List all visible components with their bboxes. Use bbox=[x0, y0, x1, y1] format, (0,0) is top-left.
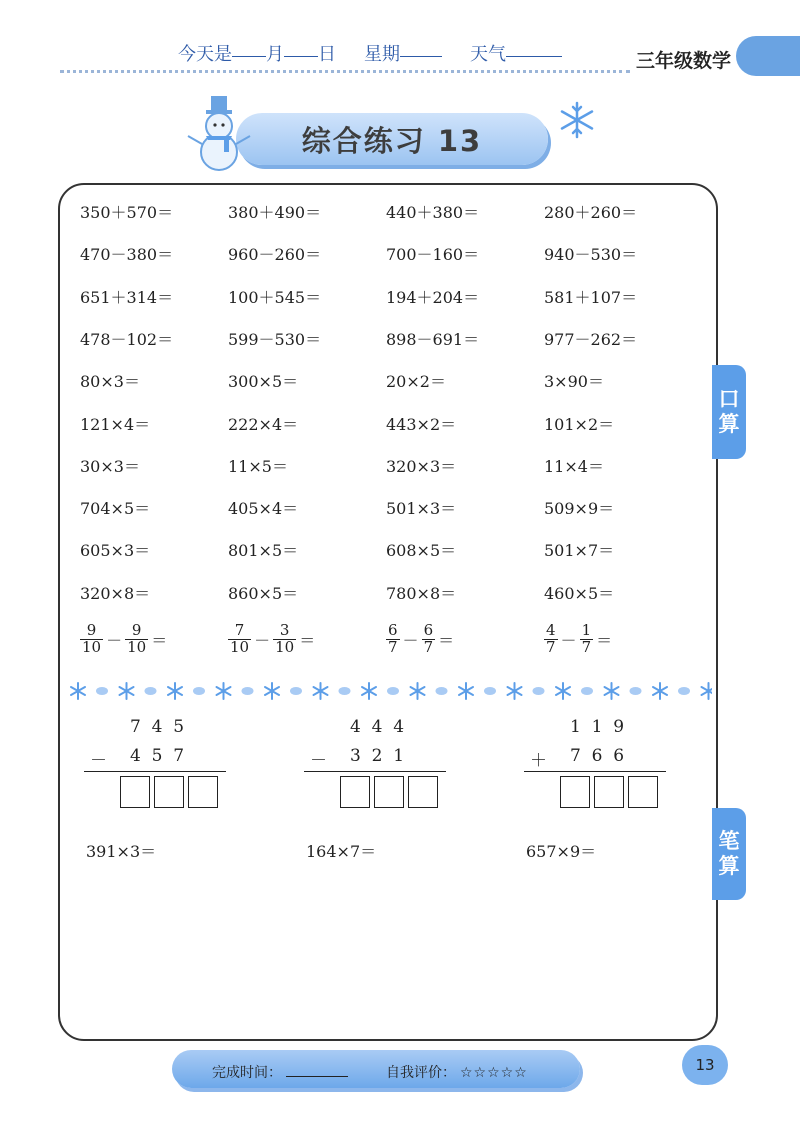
answer-box[interactable] bbox=[120, 776, 150, 808]
equals-sign: ＝ bbox=[151, 630, 168, 650]
vertical-rule bbox=[524, 771, 666, 772]
vertical-top-number: 1 1 9 bbox=[570, 717, 625, 737]
operator: － bbox=[560, 630, 577, 650]
oral-problem: 440＋380＝ bbox=[386, 203, 480, 222]
snowman-icon bbox=[184, 92, 254, 172]
denominator: 7 bbox=[423, 637, 434, 656]
numerator: 6 bbox=[423, 621, 434, 639]
oral-problem: 478－102＝ bbox=[80, 329, 174, 349]
written-problem: 391×3＝ bbox=[86, 842, 157, 861]
vertical-top-number: 4 4 4 bbox=[350, 717, 405, 737]
oral-problem: 960－260＝ bbox=[228, 245, 322, 265]
oral-problem: 460×5＝ bbox=[544, 583, 615, 603]
oral-problem: 194＋204＝ bbox=[386, 287, 480, 307]
fraction bbox=[125, 623, 148, 656]
answer-box[interactable] bbox=[594, 776, 624, 808]
oral-problem: 940－530＝ bbox=[544, 245, 638, 265]
equals-sign: ＝ bbox=[438, 630, 455, 650]
answer-box[interactable] bbox=[374, 776, 404, 808]
tab-oral-calculation bbox=[712, 365, 746, 459]
answer-box[interactable] bbox=[408, 776, 438, 808]
oral-problem: 509×9＝ bbox=[544, 499, 615, 519]
date-weather-line bbox=[178, 40, 562, 66]
oral-problem: 898－691＝ bbox=[386, 329, 480, 349]
oral-problem: 320×8＝ bbox=[80, 583, 151, 603]
denominator: 7 bbox=[546, 637, 556, 656]
written-problem: 164×7＝ bbox=[306, 842, 377, 861]
answer-box[interactable] bbox=[628, 776, 658, 808]
equals-sign: ＝ bbox=[596, 630, 613, 650]
grade-label: 三年级数学 bbox=[636, 50, 732, 72]
vertical-bottom-number: 3 2 1 bbox=[350, 746, 405, 766]
fraction bbox=[386, 623, 400, 656]
vertical-operator: － bbox=[90, 751, 107, 771]
today-label: 今天是 bbox=[178, 44, 232, 65]
oral-problem: 977－262＝ bbox=[544, 329, 638, 349]
tab-written-calculation bbox=[712, 808, 746, 900]
weekday-blank[interactable] bbox=[400, 40, 442, 57]
oral-problem: 300×5＝ bbox=[228, 372, 299, 392]
denominator: 10 bbox=[230, 637, 250, 656]
oral-problem: 700－160＝ bbox=[386, 245, 480, 265]
day-blank[interactable] bbox=[284, 40, 318, 57]
written-problem: 657×9＝ bbox=[526, 842, 597, 861]
rating-stars[interactable]: ☆☆☆☆☆ bbox=[460, 1065, 528, 1081]
denominator: 10 bbox=[275, 637, 295, 656]
page-title: 综合练习 13 bbox=[301, 123, 483, 158]
operator: － bbox=[254, 630, 271, 650]
page-number: 13 bbox=[682, 1045, 728, 1085]
answer-box[interactable] bbox=[340, 776, 370, 808]
vertical-bottom-number: 4 5 7 bbox=[130, 746, 185, 766]
vertical-operator: － bbox=[310, 751, 327, 771]
denominator: 7 bbox=[581, 637, 592, 656]
weather-blank[interactable] bbox=[506, 40, 562, 57]
oral-problem: 780×8＝ bbox=[386, 583, 457, 603]
numerator: 1 bbox=[581, 621, 592, 639]
fraction bbox=[580, 623, 594, 656]
weekday-label: 星期 bbox=[364, 44, 400, 65]
oral-problem: 470－380＝ bbox=[80, 245, 174, 265]
oral-problem: 501×3＝ bbox=[386, 499, 457, 519]
answer-box[interactable] bbox=[154, 776, 184, 808]
tab-char: 笔 bbox=[718, 829, 740, 853]
fraction bbox=[80, 623, 103, 656]
oral-problem: 581＋107＝ bbox=[544, 287, 638, 307]
oral-problem: 121×4＝ bbox=[80, 414, 151, 434]
oral-problem: 443×2＝ bbox=[386, 414, 457, 434]
snowflake-divider bbox=[66, 680, 712, 702]
oral-problem: 101×2＝ bbox=[544, 414, 615, 434]
fraction-problem bbox=[228, 623, 318, 656]
oral-problem: 11×4＝ bbox=[544, 456, 604, 476]
oral-problem: 380＋490＝ bbox=[228, 203, 322, 222]
oral-problem: 350＋570＝ bbox=[80, 203, 174, 222]
oral-problem: 320×3＝ bbox=[386, 456, 457, 476]
fraction bbox=[228, 623, 251, 656]
oral-problem: 80×3＝ bbox=[80, 372, 140, 392]
numerator: 9 bbox=[131, 621, 142, 639]
exercise-panel bbox=[58, 183, 718, 1041]
oral-problem: 3×90＝ bbox=[544, 372, 604, 392]
fraction bbox=[273, 623, 296, 656]
oral-problem: 608×5＝ bbox=[386, 541, 457, 561]
equals-sign: ＝ bbox=[299, 630, 316, 650]
oral-problem: 801×5＝ bbox=[228, 541, 299, 561]
oral-problem: 30×3＝ bbox=[80, 456, 140, 476]
oral-problem: 651＋314＝ bbox=[80, 287, 174, 307]
oral-problem: 605×3＝ bbox=[80, 541, 151, 561]
numerator: 4 bbox=[546, 621, 556, 639]
header-dotted-rule bbox=[60, 70, 630, 73]
grade-tab bbox=[736, 36, 800, 76]
numerator: 9 bbox=[86, 621, 97, 639]
self-evaluation bbox=[386, 1062, 528, 1082]
snowflake-icon bbox=[557, 100, 597, 140]
numerator: 6 bbox=[388, 621, 398, 639]
vertical-rule bbox=[84, 771, 226, 772]
operator: － bbox=[402, 630, 419, 650]
vertical-top-number: 7 4 5 bbox=[130, 717, 185, 737]
month-label: 月 bbox=[266, 44, 284, 65]
tab-char: 口 bbox=[718, 387, 740, 411]
weather-label: 天气 bbox=[470, 44, 506, 65]
denominator: 7 bbox=[388, 637, 398, 656]
vertical-operator: ＋ bbox=[530, 751, 547, 771]
oral-problem: 501×7＝ bbox=[544, 541, 615, 561]
vertical-bottom-number: 7 6 6 bbox=[570, 746, 625, 766]
footer-bar bbox=[172, 1050, 580, 1088]
oral-problem: 860×5＝ bbox=[228, 583, 299, 603]
completion-time-label: 完成时间： bbox=[212, 1065, 282, 1081]
self-evaluation-label: 自我评价： bbox=[386, 1065, 456, 1081]
fraction bbox=[422, 623, 436, 656]
fraction-problem bbox=[544, 623, 615, 656]
completion-time-blank[interactable] bbox=[286, 1063, 348, 1077]
numerator: 7 bbox=[234, 621, 245, 639]
oral-problem: 704×5＝ bbox=[80, 499, 151, 519]
operator: － bbox=[106, 630, 123, 650]
vertical-rule bbox=[304, 771, 446, 772]
oral-problem: 20×2＝ bbox=[386, 372, 446, 392]
denominator: 10 bbox=[127, 637, 147, 656]
month-blank[interactable] bbox=[232, 40, 266, 57]
oral-problem: 405×4＝ bbox=[228, 499, 299, 519]
completion-time bbox=[212, 1062, 348, 1082]
tab-char: 算 bbox=[718, 854, 740, 878]
oral-problem: 222×4＝ bbox=[228, 414, 299, 434]
fraction-problem bbox=[80, 623, 170, 656]
oral-problem: 280＋260＝ bbox=[544, 203, 638, 222]
day-label: 日 bbox=[318, 44, 336, 65]
oral-problem: 11×5＝ bbox=[228, 456, 288, 476]
fraction-problem bbox=[386, 623, 457, 656]
oral-problem: 599－530＝ bbox=[228, 329, 322, 349]
title-banner bbox=[236, 113, 548, 165]
oral-problem: 100＋545＝ bbox=[228, 287, 322, 307]
fraction bbox=[544, 623, 558, 656]
answer-box[interactable] bbox=[560, 776, 590, 808]
numerator: 3 bbox=[279, 621, 290, 639]
tab-char: 算 bbox=[718, 412, 740, 436]
answer-box[interactable] bbox=[188, 776, 218, 808]
denominator: 10 bbox=[82, 637, 102, 656]
